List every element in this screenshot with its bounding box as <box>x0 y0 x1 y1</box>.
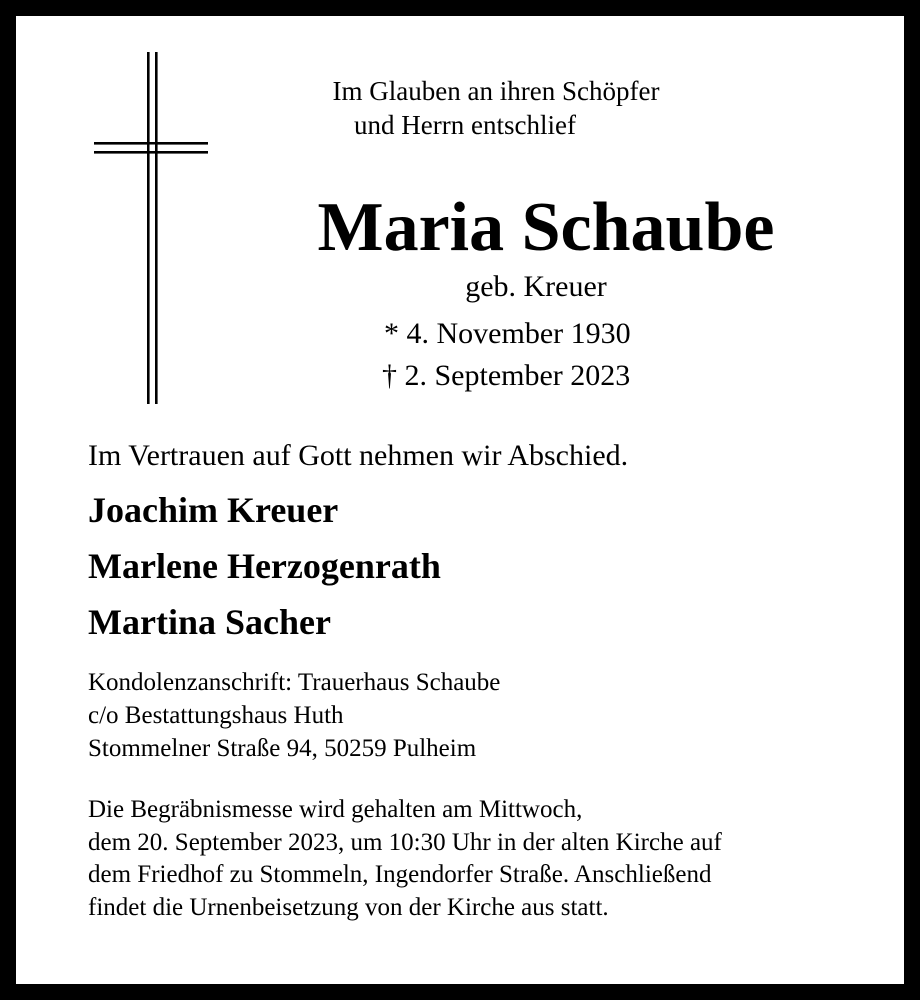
service-line: findet die Urnenbeisetzung von der Kirche aus statt. <box>88 893 609 921</box>
intro-line-2: und Herrn entschlief <box>354 110 576 140</box>
mourner-name: Marlene Herzogenrath <box>88 546 441 586</box>
birth-date: * 4. November 1930 <box>384 317 631 350</box>
mourners-list <box>88 482 441 650</box>
service-line: Die Begräbnismesse wird gehalten am Mittwoch, <box>88 796 583 823</box>
intro-text <box>256 74 736 142</box>
address-line: c/o Bestattungshaus Huth <box>88 702 344 729</box>
mourner-name: Joachim Kreuer <box>88 490 339 530</box>
mourner-name: Martina Sacher <box>88 602 331 642</box>
funeral-service-info <box>88 794 722 924</box>
service-line: dem Friedhof zu Stommeln, Ingendorfer Straße. Anschließend <box>88 861 712 888</box>
deceased-name: Maria Schaube <box>317 189 775 266</box>
address-line: Stommelner Straße 94, 50259 Pulheim <box>88 735 477 762</box>
service-line: dem 20. September 2023, um 10:30 Uhr in der alten Kirche auf <box>88 828 722 856</box>
address-line: Kondolenzanschrift: Trauerhaus Schaube <box>88 669 501 696</box>
condolence-address <box>88 666 500 765</box>
farewell-line: Im Vertrauen auf Gott nehmen wir Abschied. <box>88 439 629 472</box>
death-date: † 2. September 2023 <box>382 359 631 392</box>
life-dates <box>356 313 676 397</box>
maiden-name: geb. Kreuer <box>465 270 607 303</box>
cross-icon <box>92 52 212 404</box>
intro-line-1: Im Glauben an ihren Schöpfer <box>332 76 660 106</box>
